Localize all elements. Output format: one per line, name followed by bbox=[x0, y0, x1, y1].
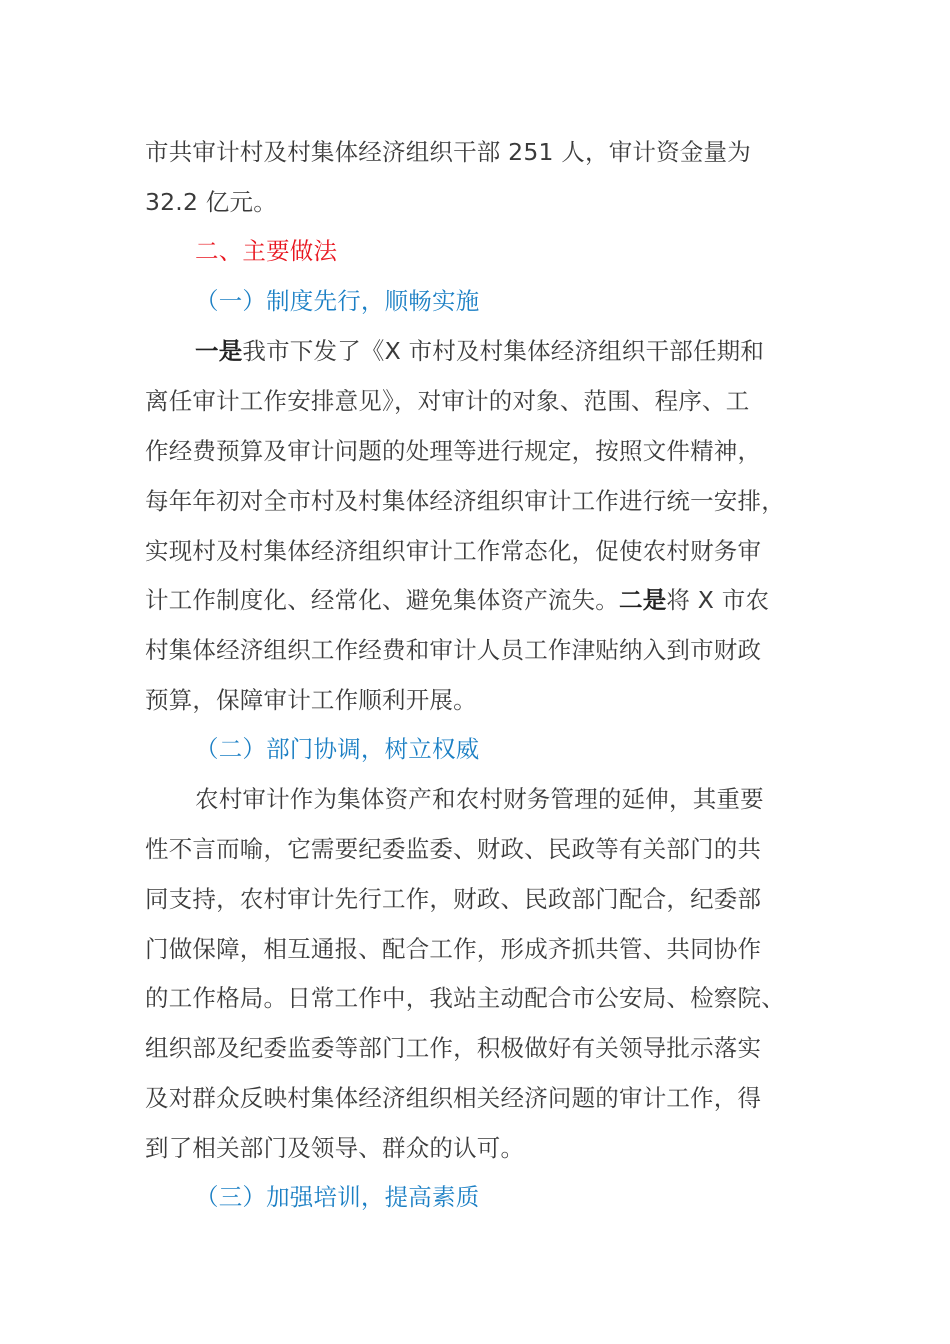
paragraph-text: 我市下发了《X 市村及村集体经济组织干部任期和 bbox=[242, 337, 765, 365]
paragraph-line: 市共审计村及村集体经济组织干部 251 人，审计资金量为 bbox=[145, 138, 751, 166]
subsection-heading: （一）制度先行，顺畅实施 bbox=[195, 287, 480, 315]
paragraph-line: 到了相关部门及领导、群众的认可。 bbox=[145, 1134, 525, 1162]
paragraph-line: 作经费预算及审计问题的处理等进行规定，按照文件精神， bbox=[145, 437, 762, 465]
paragraph-line: 预算，保障审计工作顺利开展。 bbox=[145, 686, 477, 714]
paragraph-line: 每年年初对全市村及村集体经济组织审计工作进行统一安排， bbox=[145, 487, 785, 515]
bold-lead: 一是 bbox=[195, 337, 243, 365]
paragraph-line bbox=[145, 585, 769, 615]
bold-lead: 二是 bbox=[619, 586, 667, 614]
paragraph-text: 将 X 市农 bbox=[666, 586, 770, 614]
paragraph-line: 性不言而喻，它需要纪委监委、财政、民政等有关部门的共 bbox=[145, 835, 762, 863]
paragraph-line: 离任审计工作安排意见》，对审计的对象、范围、程序、工 bbox=[145, 387, 750, 415]
paragraph-line: 门做保障，相互通报、配合工作，形成齐抓共管、共同协作 bbox=[145, 935, 762, 963]
paragraph-line: 组织部及纪委监委等部门工作，积极做好有关领导批示落实 bbox=[145, 1034, 762, 1062]
paragraph-line: 同支持，农村审计先行工作，财政、民政部门配合，纪委部 bbox=[145, 885, 762, 913]
paragraph-line: 的工作格局。日常工作中，我站主动配合市公安局、检察院、 bbox=[145, 984, 785, 1012]
paragraph-line: 农村审计作为集体资产和农村财务管理的延伸，其重要 bbox=[195, 785, 764, 813]
subsection-heading: （二）部门协调，树立权威 bbox=[195, 735, 480, 763]
paragraph-line bbox=[195, 336, 764, 366]
paragraph-text: 计工作制度化、经常化、避免集体资产流失。 bbox=[145, 586, 619, 614]
subsection-heading: （三）加强培训，提高素质 bbox=[195, 1183, 480, 1211]
paragraph-line: 村集体经济组织工作经费和审计人员工作津贴纳入到市财政 bbox=[145, 636, 762, 664]
paragraph-line: 32.2 亿元。 bbox=[145, 188, 277, 216]
paragraph-line: 及对群众反映村集体经济组织相关经济问题的审计工作，得 bbox=[145, 1084, 762, 1112]
paragraph-line: 实现村及村集体经济组织审计工作常态化，促使农村财务审 bbox=[145, 537, 762, 565]
section-heading: 二、主要做法 bbox=[195, 237, 338, 265]
